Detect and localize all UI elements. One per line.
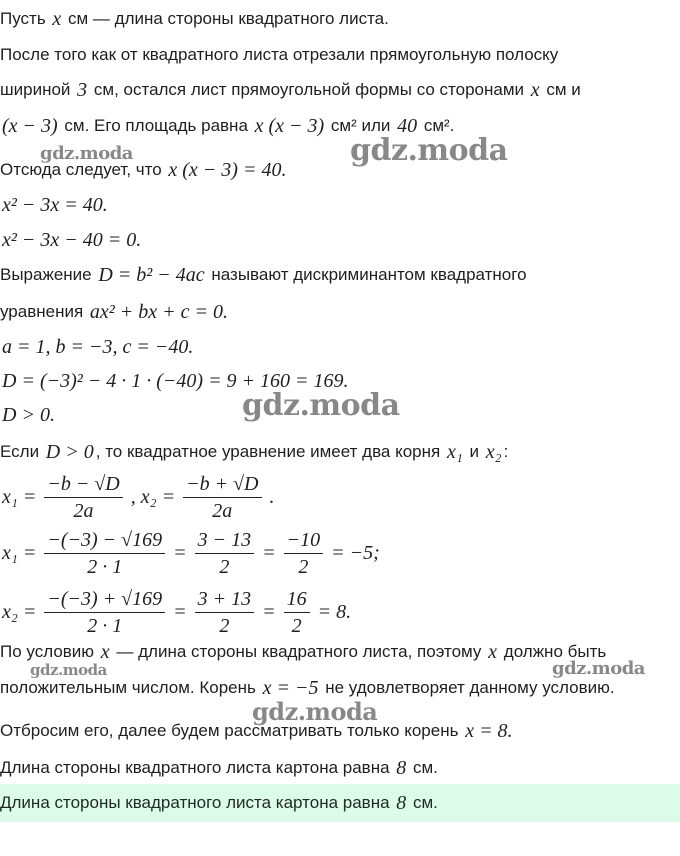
math-expression: = −5; [331, 541, 380, 564]
math-expression: 40 [397, 114, 418, 137]
text-segment: см. [408, 793, 438, 812]
solution-line [0, 188, 680, 222]
denominator: 2a [212, 499, 233, 522]
text-segment: и [464, 442, 484, 461]
math-expression: x [100, 640, 110, 663]
text-segment: см² или [326, 116, 396, 135]
math-expression: x₁ [446, 440, 463, 463]
text-segment: После того как от квадратного листа отрезали прямоугольную полоску [0, 45, 559, 64]
numerator: −(−3) − √169 [44, 527, 165, 554]
text-segment: , то квадратное уравнение имеет два корня [95, 442, 445, 461]
math-expression: D > 0. [2, 403, 55, 426]
numerator: −10 [284, 527, 324, 554]
math-expression: = [173, 541, 187, 564]
text-segment: должно быть [499, 642, 607, 661]
text-segment: По условию [0, 642, 99, 661]
fraction [195, 527, 255, 580]
math-expression: . [269, 485, 275, 508]
text-segment: шириной [0, 80, 76, 99]
math-expression: x = 8. [465, 719, 513, 742]
fraction [44, 527, 165, 580]
text-segment: Длина стороны квадратного листа картона равна [0, 793, 395, 812]
math-expression: = [262, 541, 276, 564]
numerator: 3 − 13 [195, 527, 255, 554]
fraction [44, 586, 165, 639]
solution-line [0, 435, 680, 469]
watermark-logo: gdz.moda [252, 697, 378, 726]
watermark-logo: gdz.moda [242, 388, 400, 423]
watermark-logo: gdz.moda [350, 133, 508, 168]
watermark-logo: gdz.moda [30, 661, 107, 679]
text-segment: Длина стороны квадратного листа картона равна [0, 758, 395, 777]
solution-line [0, 223, 680, 257]
text-segment: см. Его площадь равна [59, 116, 253, 135]
math-expression: x₂ [485, 440, 502, 463]
text-segment: см. [408, 758, 438, 777]
numerator: −(−3) + √169 [44, 586, 165, 613]
math-expression: x (x − 3) [254, 114, 325, 137]
math-expression: D = b² − 4ac [98, 263, 205, 286]
text-segment: Если [0, 442, 44, 461]
answer-text [0, 786, 680, 820]
math-expression: ax² + bx + c = 0. [89, 300, 229, 323]
math-expression: = 8. [317, 600, 352, 623]
solution-line [0, 671, 680, 705]
numerator: −b − √D [44, 471, 122, 498]
solution-line [0, 109, 680, 143]
text-segment: см — длина стороны квадратного листа. [63, 9, 389, 28]
solution-line [0, 635, 680, 669]
solution-line [0, 258, 680, 292]
math-expression: x₁ = [2, 541, 37, 564]
text-segment: Пусть [0, 9, 51, 28]
denominator: 2 [219, 614, 230, 637]
text-segment: Выражение [0, 265, 97, 284]
fraction [195, 586, 255, 639]
text-segment: : [503, 442, 509, 461]
math-expression: x₂ = [2, 600, 37, 623]
math-expression: 8 [396, 756, 407, 779]
denominator: 2 [219, 555, 230, 578]
text-segment: см и [541, 80, 581, 99]
text-segment: — длина стороны квадратного листа, поэтому [111, 642, 487, 661]
denominator: 2a [73, 499, 94, 522]
text-segment: см, остался лист прямоугольной формы со сторонами [89, 80, 529, 99]
math-expression: = [173, 600, 187, 623]
math-expression: x [530, 78, 540, 101]
fraction [44, 471, 122, 524]
watermark-logo: gdz.moda [552, 658, 645, 679]
solution-line [0, 587, 680, 637]
solution-line [0, 73, 680, 107]
math-expression: x [488, 640, 498, 663]
solution-line [0, 751, 680, 785]
math-expression: x² − 3x − 40 = 0. [2, 228, 142, 251]
solution-line [0, 364, 680, 398]
solution-line [0, 472, 680, 522]
math-expression: x (x − 3) = 40. [168, 158, 287, 181]
text-segment: см². [419, 116, 455, 135]
denominator: 2 · 1 [87, 614, 123, 637]
solution-line [0, 153, 680, 187]
numerator: −b + √D [183, 471, 261, 498]
solution-line [0, 714, 680, 748]
math-expression: D = (−3)² − 4 · 1 · (−40) = 9 + 160 = 169. [2, 369, 349, 392]
math-expression: x₁ = [2, 485, 37, 508]
math-expression: = [262, 600, 276, 623]
fraction [284, 527, 324, 580]
math-expression: x² − 3x = 40. [2, 193, 108, 216]
numerator: 16 [284, 586, 310, 613]
text-segment: называют дискриминантом квадратного [206, 265, 527, 284]
text-segment: Отбросим его, далее будем рассматривать только корень [0, 721, 464, 740]
solution-line [0, 295, 680, 329]
text-segment: положительным числом. Корень [0, 678, 261, 697]
text-segment: уравнения [0, 302, 88, 321]
fraction [183, 471, 261, 524]
denominator: 2 · 1 [87, 555, 123, 578]
math-expression: D > 0 [45, 440, 94, 463]
text-segment: Отсюда следует, что [0, 160, 167, 179]
math-expression: 3 [77, 78, 88, 101]
watermark-logo: gdz.moda [40, 143, 133, 164]
solution-line [0, 398, 680, 432]
math-expression: , x₂ = [130, 485, 176, 508]
math-expression: x [52, 7, 62, 30]
math-expression: x = −5 [262, 676, 319, 699]
solution-line [0, 2, 680, 36]
text-segment: не удовлетворяет данному условию. [320, 678, 615, 697]
numerator: 3 + 13 [195, 586, 255, 613]
solution-line [0, 528, 680, 578]
math-expression: a = 1, b = −3, c = −40. [2, 335, 194, 358]
fraction [284, 586, 310, 639]
denominator: 2 [298, 555, 309, 578]
solution-line [0, 38, 680, 72]
math-expression: 8 [396, 791, 407, 814]
math-expression: (x − 3) [2, 114, 58, 137]
denominator: 2 [291, 614, 302, 637]
solution-line [0, 330, 680, 364]
